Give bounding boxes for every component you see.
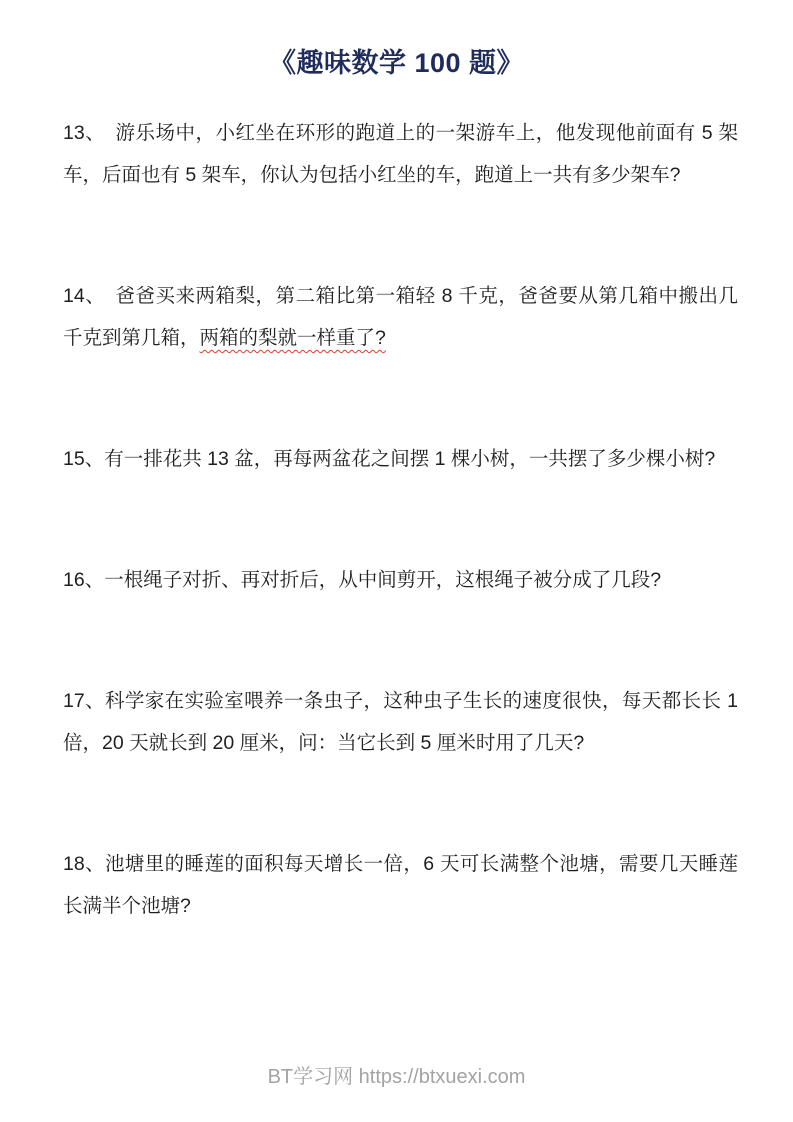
problem-13 [63,112,738,196]
problem-list [63,112,738,927]
problem-18-text: 18、池塘里的睡莲的面积每天增长一倍，6 天可长满整个池塘，需要几天睡莲长满半个池塘? [63,853,738,917]
problem-16 [63,559,738,601]
watermark-footer [0,1064,793,1090]
problem-15 [63,438,738,480]
problem-17 [63,680,738,764]
problem-14-underlined-text: 两箱的梨就一样重了? [199,327,386,349]
problem-14 [63,275,738,359]
problem-18 [63,843,738,927]
problem-15-text: 15、有一排花共 13 盆，再每两盆花之间摆 1 棵小树，一共摆了多少棵小树? [63,448,716,470]
problem-14-text: 14、 爸爸买来两箱梨，第二箱比第一箱轻 8 千克，爸爸要从第几箱中搬出几千克到第几箱， [63,285,738,349]
problem-17-text: 17、科学家在实验室喂养一条虫子，这种虫子生长的速度很快，每天都长长 1 倍，20 天就长到 20 厘米，问：当它长到 5 厘米时用了几天? [63,690,738,754]
watermark-text: BT学习网 https://btxuexi.com [267,1066,526,1088]
page-title: 《趣味数学 100 题》 [268,48,525,78]
problem-16-text: 16、一根绳子对折、再对折后，从中间剪开，这根绳子被分成了几段? [63,569,662,591]
problem-13-text: 13、 游乐场中，小红坐在环形的跑道上的一架游车上，他发现他前面有 5 架车，后面也有 5 架车，你认为包括小红坐的车，跑道上一共有多少架车? [63,122,738,186]
